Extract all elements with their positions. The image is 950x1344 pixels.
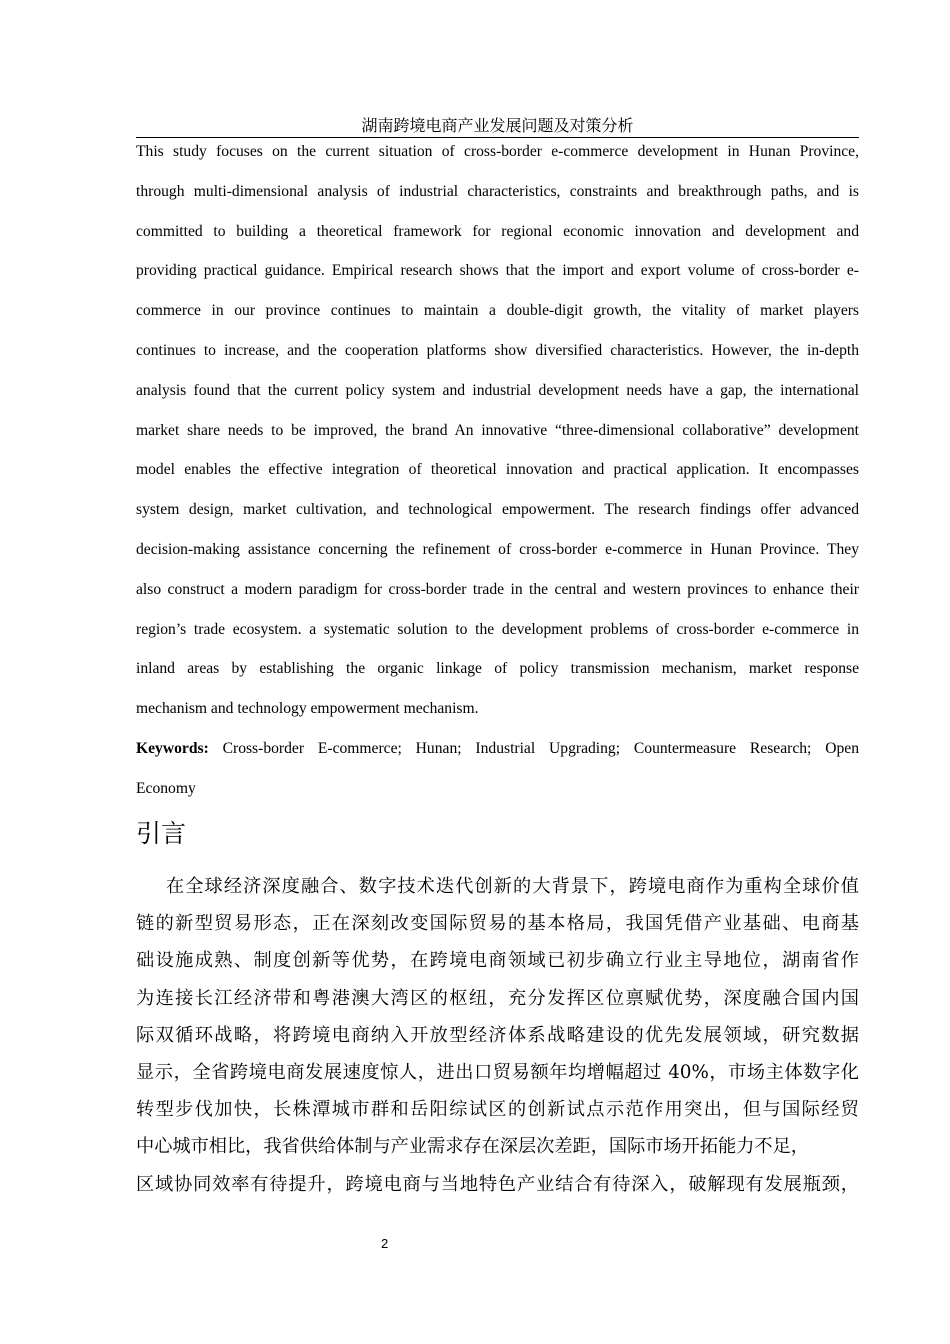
paragraph-line: 际双循环战略，将跨境电商纳入开放型经济体系战略建设的优先发展领域，研究数据 xyxy=(136,1024,859,1046)
abstract-line: This study focuses on the current situation of cross-border e-commerce development in Hunan Province, xyxy=(136,143,859,160)
page-number: 2 xyxy=(381,1236,389,1251)
paragraph-line: 中心城市相比，我省供给体制与产业需求存在深层次差距，国际市场开拓能力不足， xyxy=(136,1136,809,1158)
keywords-line xyxy=(136,737,859,777)
abstract-line: inland areas by establishing the organic linkage of policy transmission mechanism, market response xyxy=(136,660,859,678)
running-header: 湖南跨境电商产业发展问题及对策分析 xyxy=(361,116,634,135)
abstract-line: analysis found that the current policy system and industrial development needs have a gap, the international xyxy=(136,381,859,399)
paragraph-line: 显示，全省跨境电商发展速度惊人，进出口贸易额年均增幅超过 40%，市场主体数字化 xyxy=(136,1061,859,1083)
paragraph-line: 区域协同效率有待提升，跨境电商与当地特色产业结合有待深入，破解现有发展瓶颈， xyxy=(136,1173,859,1195)
abstract-line: decision-making assistance concerning the refinement of cross-border e-commerce in Hunan Province. They xyxy=(136,540,859,558)
keywords-line: Economy xyxy=(136,779,196,797)
section-heading: 引言 xyxy=(136,819,187,848)
keywords-label: Keywords: xyxy=(136,739,209,757)
abstract-line: system design, market cultivation, and technological empowerment. The research findings offer advanced xyxy=(136,501,859,519)
paragraph-line: 础设施成熟、制度创新等优势，在跨境电商领域已初步确立行业主导地位，湖南省作 xyxy=(136,950,859,972)
abstract-line: continues to increase, and the cooperation platforms show diversified characteristics. However, the in-depth xyxy=(136,341,859,359)
abstract-line: committed to building a theoretical framework for regional economic innovation and development and xyxy=(136,222,859,240)
intro-paragraph xyxy=(136,873,859,1208)
abstract-line: mechanism and technology empowerment mechanism. xyxy=(136,700,479,718)
abstract-line: region’s trade ecosystem. a systematic solution to the development problems of cross-border e-commerce in xyxy=(136,620,859,638)
abstract-line: through multi-dimensional analysis of industrial characteristics, constraints and breakthrough paths, and is xyxy=(136,182,859,200)
keywords-text: Cross-border E-commerce; Hunan; Industrial Upgrading; Countermeasure Research; Open xyxy=(208,739,859,757)
abstract-line: commerce in our province continues to maintain a double-digit growth, the vitality of market players xyxy=(136,302,859,320)
abstract-line: also construct a modern paradigm for cross-border trade in the central and western provinces to enhance their xyxy=(136,580,859,598)
abstract-line: market share needs to be improved, the brand An innovative “three-dimensional collaborative” development xyxy=(136,421,859,439)
paragraph-line: 为连接长江经济带和粤港澳大湾区的枢纽，充分发挥区位禀赋优势，深度融合国内国 xyxy=(136,987,859,1009)
paragraph-line: 链的新型贸易形态，正在深刻改变国际贸易的基本格局，我国凭借产业基础、电商基 xyxy=(136,913,859,935)
abstract-line: model enables the effective integration of theoretical innovation and practical application. It encompasses xyxy=(136,461,859,479)
paragraph-line: 转型步伐加快，长株潭城市群和岳阳综试区的创新试点示范作用突出，但与国际经贸 xyxy=(136,1099,859,1121)
abstract-line: providing practical guidance. Empirical research shows that the import and export volume of cross-border e- xyxy=(136,262,859,280)
abstract xyxy=(136,140,859,817)
paragraph-line: 在全球经济深度融合、数字技术迭代创新的大背景下，跨境电商作为重构全球价值 xyxy=(166,876,859,897)
header-rule xyxy=(136,137,859,138)
